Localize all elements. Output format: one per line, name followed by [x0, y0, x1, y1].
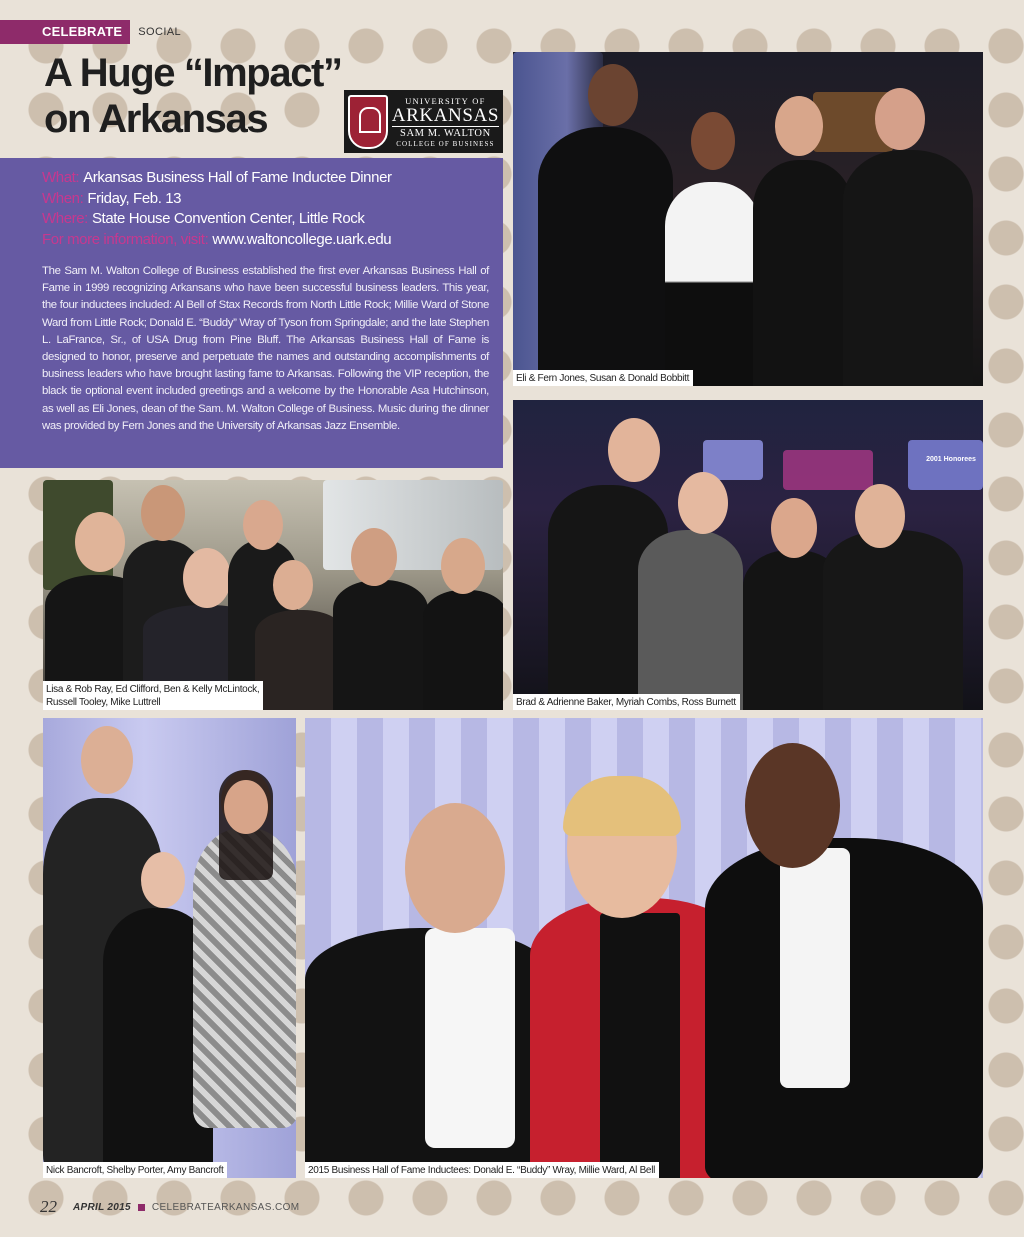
logo-line-4: COLLEGE OF BUSINESS [396, 139, 495, 148]
when-value: Friday, Feb. 13 [87, 189, 182, 207]
photo-baker-combs-burnett [513, 400, 983, 710]
where-value: State House Convention Center, Little Rock [91, 210, 365, 227]
photo-bancroft-porter [43, 718, 296, 1178]
info-link[interactable]: www.waltoncollege.uark.edu [212, 230, 392, 248]
event-what [42, 168, 489, 189]
subsection-label: SOCIAL [138, 26, 182, 38]
event-info [42, 230, 489, 251]
article-title [44, 50, 364, 142]
photo-caption: 2015 Business Hall of Fame Inductees: Donald E. “Buddy” Wray, Millie Ward, Al Bell [305, 1162, 659, 1178]
title-line-1: A Huge “Impact” [44, 51, 342, 95]
caption-line-2: Russell Tooley, Mike Luttrell [46, 697, 161, 708]
photo-caption: Nick Bancroft, Shelby Porter, Amy Bancroft [43, 1162, 227, 1178]
caption-line-1: Lisa & Rob Ray, Ed Clifford, Ben & Kelly McLintock, [46, 684, 260, 695]
event-info-box [0, 158, 503, 468]
photo-jones-bobbitt [513, 52, 983, 386]
article-body: The Sam M. Walton College of Business established the first ever Arkansas Business Hall of Fame in 1999 recognizing Arkansans who have been successful business leaders. This year, the four inductees included: Al Bell of Stax Records from North Little Rock; Millie Ward of Stone Ward from Little Rock; Donald E. “Buddy” Wray of Tyson from Springdale; and the late Stephen L. LaFrance, Sr., of USA Drug from Pine Bluff. The Arkansas Business Hall of Fame is designed to honor, preserve and perpetuate the names and outstanding accomplishments of business leaders who have brought lasting fame to Arkansas. Following the VIP reception, the black tie optional event included greetings and a welcome by the Honorable Asa Hutchinson, as well as Eli Jones, dean of the Sam. M. Walton College of Business. Music during the dinner was provided by Fern Jones and the University of Arkansas Jazz Ensemble. [42, 265, 489, 432]
when-label: When: [42, 189, 84, 207]
university-seal-icon [348, 95, 388, 149]
event-when [42, 189, 489, 210]
walton-college-logo [344, 90, 503, 153]
page-number: 22 [40, 1197, 57, 1216]
what-label: What: [42, 169, 80, 186]
photo-caption: Eli & Fern Jones, Susan & Donald Bobbitt [513, 370, 693, 386]
section-label: CELEBRATE [0, 20, 130, 44]
separator-square-icon [138, 1204, 145, 1211]
title-line-2: on Arkansas [44, 97, 268, 141]
page-footer [40, 1197, 300, 1217]
logo-line-2: ARKANSAS [391, 104, 499, 126]
event-where [42, 209, 489, 230]
photo-2015-inductees [305, 718, 983, 1178]
photo-ray-clifford-mclintock [43, 480, 503, 710]
logo-line-1: UNIVERSITY OF [405, 95, 486, 106]
screen-text: 2001 Honorees [926, 456, 976, 463]
info-label: For more information, visit: [42, 230, 209, 248]
logo-line-3: SAM M. WALTON [400, 127, 491, 139]
event-screen [921, 456, 981, 470]
logo-text [388, 96, 499, 148]
photo-caption: Brad & Adrienne Baker, Myriah Combs, Ross Burnett [513, 694, 740, 710]
what-value: Arkansas Business Hall of Fame Inductee Dinner [83, 169, 392, 186]
section-tag [0, 20, 181, 44]
where-label: Where: [42, 210, 88, 227]
website-link[interactable]: CELEBRATEARKANSAS.COM [151, 1201, 300, 1213]
issue-date: APRIL 2015 [73, 1201, 131, 1213]
photo-caption [43, 681, 263, 710]
